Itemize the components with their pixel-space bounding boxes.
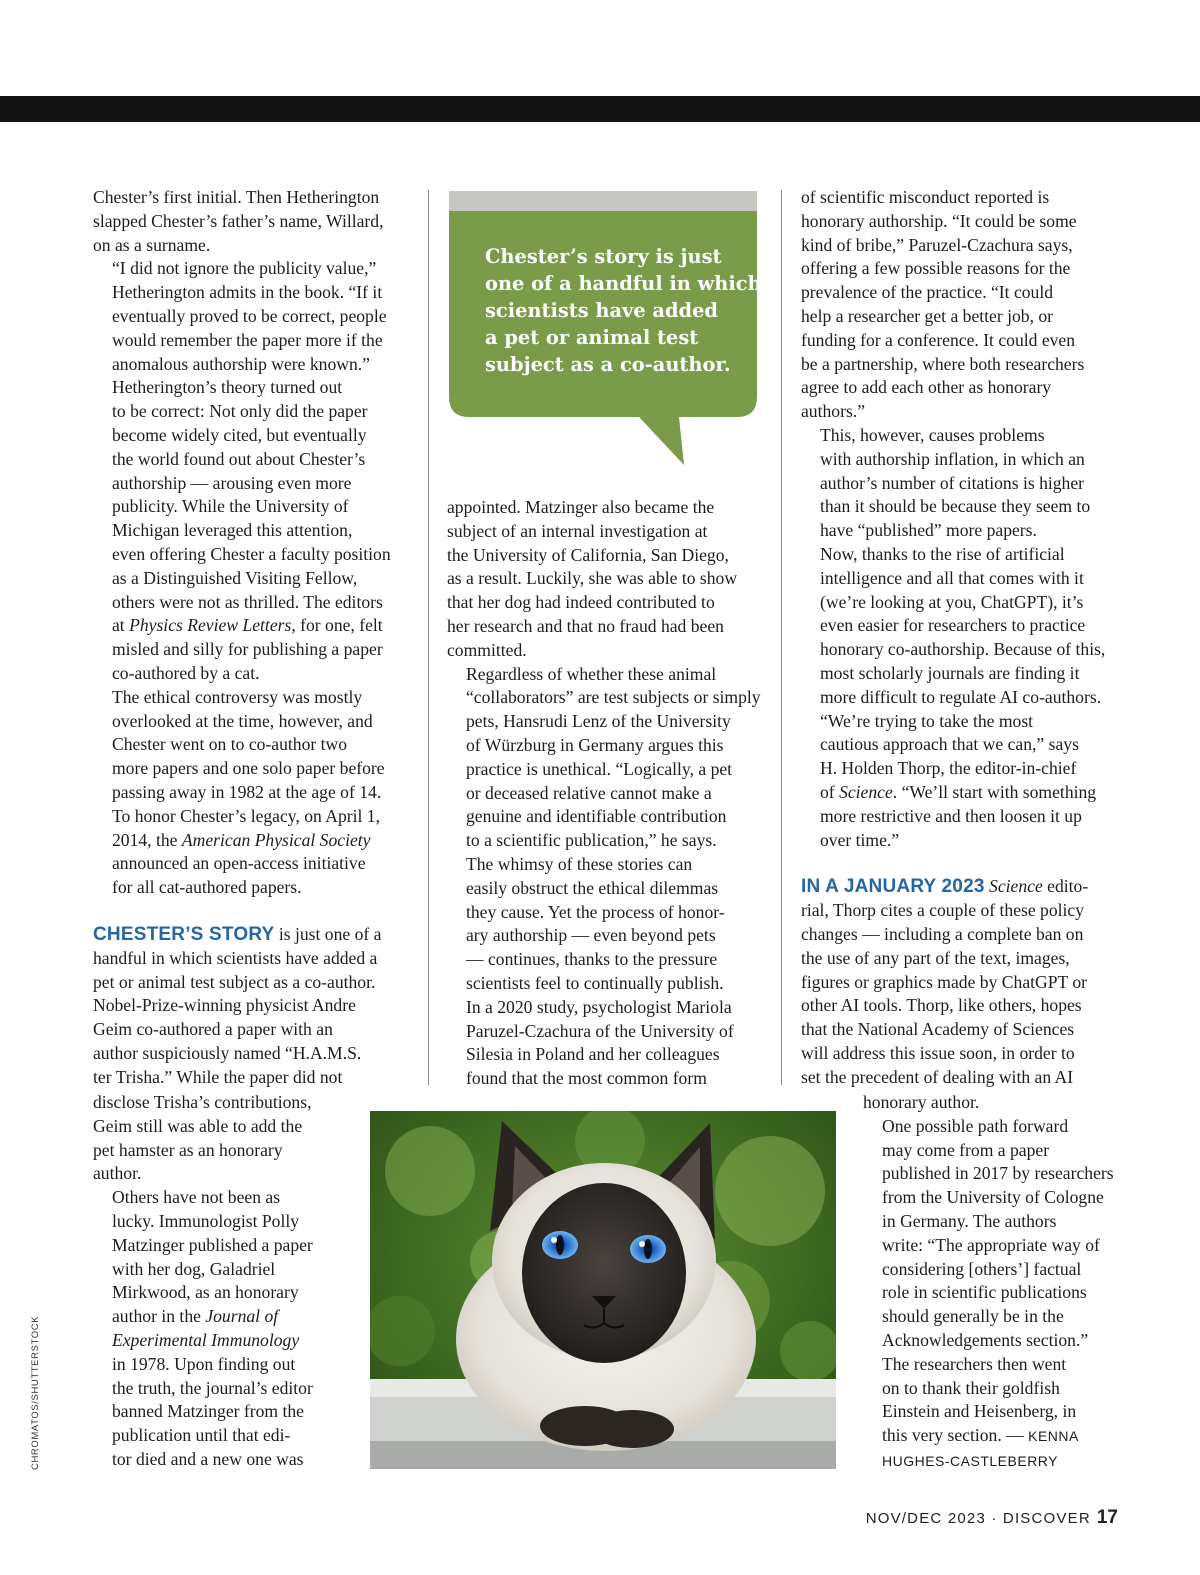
text-line: more papers and one solo paper before	[112, 758, 385, 779]
text-line: honorary co-authorship. Because of this,	[820, 639, 1106, 660]
text-line: be a partnership, where both researchers	[801, 353, 1085, 374]
text-line: slapped Chester’s father’s name, Willard,	[93, 210, 384, 231]
text-line: Nobel-Prize-winning physicist Andre	[93, 995, 356, 1016]
journal-name: Science	[839, 781, 893, 802]
text-line: of scientific misconduct reported is	[801, 187, 1050, 207]
text-line: “collaborators” are test subjects or simply	[466, 687, 761, 708]
text-line: In a 2020 study, psychologist Mariola	[466, 996, 732, 1017]
text-line: tor died and a new one was	[112, 1448, 304, 1469]
text-line: cautious approach that we can,” says	[820, 734, 1079, 755]
text-line: would remember the paper more if the	[112, 329, 383, 350]
paragraph	[93, 1091, 343, 1186]
text-line: over time.”	[820, 829, 900, 850]
text-line: honorary authorship. “It could be some	[801, 210, 1077, 231]
text-line: Hetherington admits in the book. “If it	[112, 282, 383, 303]
paragraph: Hetherington’s theory turned out to be correct: Not only did the paper become widely cited, but eventually the world found out about Chester’s authorship — arousing even more publicity. While the University of Michigan leveraged this attention, even offering Chester a faculty position as a Distinguished Visiting Fellow, others were not as thrilled. The editors at Physics Review Letters, for one, felt misled and silly for publishing a paper co-authored by a cat.	[93, 376, 413, 685]
top-bar	[0, 96, 1200, 122]
text-line: offering a few possible reasons for the	[801, 258, 1071, 279]
text-line: publication until that edi-	[112, 1425, 291, 1446]
paragraph: IN A JANUARY 2023 Science edito- rial, Thorp cites a couple of these policy changes — including a complete ban on the use of any part of the text, images, figures or graphics made by ChatGPT or other AI tools. Thorp, like others, hopes that the National Academy of Sciences will address this issue soon, in order to set the precedent of dealing with an AI	[801, 875, 1131, 1089]
text-line: The researchers then went	[882, 1353, 1067, 1374]
text-line: set the precedent of dealing with an AI	[801, 1066, 1074, 1087]
text-line: of Würzburg in Germany argues this	[466, 734, 724, 755]
text-line: Michigan leveraged this attention,	[112, 520, 353, 541]
text-line: subject as a co-author.	[485, 353, 731, 376]
text-line: become widely cited, but eventually	[112, 424, 367, 445]
text-line: lucky. Immunologist Polly	[112, 1210, 300, 1231]
text-line: in Germany. The authors	[882, 1210, 1057, 1231]
text-line: passing away in 1982 at the age of 14.	[112, 781, 382, 802]
text-line: practice is unethical. “Logically, a pet	[466, 758, 733, 779]
paragraph: “We’re trying to take the most cautious approach that we can,” says H. Holden Thorp, the editor-in-chief of Science. “We’ll start with something more restrictive and then loosen it up over time.”	[801, 710, 1131, 853]
text-line: handful in which scientists have added a	[93, 947, 378, 968]
text-line: Paruzel-Czachura of the University of	[466, 1020, 734, 1041]
text-line: the use of any part of the text, images,	[801, 947, 1070, 968]
text-line: should generally be in the	[882, 1306, 1064, 1327]
text-line: author.	[93, 1163, 142, 1184]
text-line: Geim still was able to add the	[93, 1115, 303, 1136]
text-line: Chester went on to co-author two	[112, 734, 348, 755]
text-line: considering [others’] factual	[882, 1258, 1082, 1279]
text-line: ary authorship — even beyond pets	[466, 925, 716, 946]
text-line: published in 2017 by researchers	[882, 1163, 1114, 1184]
text-line: H. Holden Thorp, the editor-in-chief	[820, 758, 1077, 779]
text-line: authorship — arousing even more	[112, 472, 352, 493]
article-column-3-lower	[863, 1091, 1123, 1474]
issue-label: NOV/DEC 2023 · DISCOVER	[865, 1510, 1091, 1527]
author-byline: KENNA	[1028, 1428, 1079, 1445]
paragraph: Others have not been as lucky. Immunologist Polly Matzinger published a paper with her dog, Galadriel Mirkwood, as an honorary author in the Journal of Experimental Immunology in 1978. Upon finding out the truth, the journal’s editor banned Matzinger from the publication until that edi- tor died and a new one was	[93, 1186, 343, 1472]
text-line: ter Trisha.” While the paper did not	[93, 1066, 343, 1087]
text-line: misled and silly for publishing a paper	[112, 639, 383, 660]
text-line: for all cat-authored papers.	[112, 877, 302, 898]
article-column-1-lower	[93, 1091, 343, 1472]
text-line: have “published” more papers.	[820, 520, 1037, 541]
text-line: one of a handful in which	[485, 272, 762, 295]
text-line: scientists feel to continually publish.	[466, 972, 724, 993]
text-line: The whimsy of these stories can	[466, 853, 693, 874]
text-line: Acknowledgements section.”	[882, 1329, 1089, 1350]
text-line: than it should be because they seem to	[820, 496, 1091, 517]
text-line: — continues, thanks to the pressure	[466, 949, 718, 970]
text-line: rial, Thorp cites a couple of these policy	[801, 900, 1085, 921]
page-footer	[866, 1507, 1118, 1529]
text-line: This, however, causes problems	[820, 424, 1045, 445]
text-line: author’s number of citations is higher	[820, 472, 1085, 493]
text-line: most scholarly journals are finding it	[820, 662, 1080, 683]
text-line: even easier for researchers to practice	[820, 615, 1086, 636]
text-line: other AI tools. Thorp, like others, hopes	[801, 995, 1082, 1016]
text-line: The ethical controversy was mostly	[112, 686, 363, 707]
text-line: Matzinger published a paper	[112, 1234, 313, 1255]
text-line: One possible path forward	[882, 1115, 1069, 1136]
text-line: publicity. While the University of	[112, 496, 349, 517]
text-line: author suspiciously named “H.A.M.S.	[93, 1042, 362, 1063]
paragraph: The researchers then went on to thank their goldfish Einstein and Heisenberg, in this very section. — KENNA HUGHES-CASTLEBERRY	[863, 1353, 1123, 1474]
text-line: eventually proved to be correct, people	[112, 305, 387, 326]
text-line: or deceased relative cannot make a	[466, 782, 712, 803]
text-line: with her dog, Galadriel	[112, 1258, 276, 1279]
author-byline: HUGHES-CASTLEBERRY	[882, 1452, 1059, 1469]
paragraph	[447, 496, 767, 663]
paragraph	[863, 1115, 1123, 1353]
siamese-cat-photo	[370, 1111, 836, 1469]
article-column-3	[801, 186, 1131, 1089]
text-line: pet or animal test subject as a co-author.	[93, 971, 376, 992]
column-rule	[428, 190, 429, 1085]
text-line: anomalous authorship were known.”	[112, 353, 370, 374]
text-line: “I did not ignore the publicity value,”	[112, 258, 377, 279]
text-line: write: “The appropriate way of	[882, 1234, 1100, 1255]
text-line: “We’re trying to take the most	[820, 710, 1034, 731]
text-line: others were not as thrilled. The editors	[112, 591, 383, 612]
text-line: committed.	[447, 639, 527, 660]
text-line: will address this issue soon, in order to	[801, 1042, 1075, 1063]
section-lead-in: IN A JANUARY 2023	[801, 876, 985, 898]
text-line: agree to add each other as honorary	[801, 377, 1052, 398]
text-line: on to thank their goldfish	[882, 1377, 1060, 1398]
text-line: kind of bribe,” Paruzel-Czachura says,	[801, 234, 1073, 255]
text-line: appointed. Matzinger also became the	[447, 497, 715, 517]
text-line: as a result. Luckily, she was able to show	[447, 568, 738, 589]
text-line: Mirkwood, as an honorary	[112, 1282, 299, 1303]
text-line: announced an open-access initiative	[112, 853, 366, 874]
text-line: that the National Academy of Sciences	[801, 1019, 1075, 1040]
text-line: as a Distinguished Visiting Fellow,	[112, 567, 358, 588]
text-line: to a scientific publication,” he says.	[466, 830, 717, 851]
text-line: Hetherington’s theory turned out	[112, 377, 343, 398]
article-column-2	[447, 496, 767, 1091]
text-line: on as a surname.	[93, 234, 211, 255]
text-line: easily obstruct the ethical dilemmas	[466, 877, 719, 898]
text-line: Others have not been as	[112, 1187, 281, 1208]
paragraph	[93, 257, 413, 376]
text-line: the world found out about Chester’s	[112, 448, 366, 469]
text-line: role in scientific publications	[882, 1282, 1087, 1303]
cat-illustration	[370, 1111, 836, 1469]
text-line: found that the most common form	[466, 1068, 707, 1089]
text-line: to be correct: Not only did the paper	[112, 401, 368, 422]
text-line: pets, Hansrudi Lenz of the University	[466, 711, 731, 732]
society-name: American Physical Society	[181, 829, 371, 850]
paragraph	[863, 1091, 1123, 1115]
text-line: more difficult to regulate AI co-authors.	[820, 686, 1102, 707]
paragraph	[447, 996, 767, 1091]
text-line: changes — including a complete ban on	[801, 923, 1084, 944]
journal-name: Science	[989, 876, 1043, 897]
paragraph	[447, 853, 767, 996]
text-line: prevalence of the practice. “It could	[801, 282, 1054, 303]
text-line: co-authored by a cat.	[112, 662, 260, 683]
page-number: 17	[1096, 1507, 1118, 1528]
paragraph	[801, 424, 1131, 543]
section-lead-in: CHESTER’S STORY	[93, 923, 275, 945]
journal-name: Journal of	[205, 1306, 279, 1327]
paragraph: CHESTER’S STORY is just one of a handful in which scientists have added a pet or animal test subject as a co-author. Nobel-Prize-winning physicist Andre Geim co-authored a paper with an author suspiciously named “H.A.M.S. ter Trisha.” While the paper did not	[93, 923, 413, 1090]
text-line: more restrictive and then loosen it up	[820, 805, 1082, 826]
text-line: in 1978. Upon finding out	[112, 1353, 296, 1374]
text-line: help a researcher get a better job, or	[801, 305, 1054, 326]
paragraph	[801, 186, 1131, 424]
paragraph	[93, 186, 413, 257]
article-column-1	[93, 186, 413, 1089]
text-line: may come from a paper	[882, 1139, 1050, 1160]
paragraph	[447, 663, 767, 853]
text-line: genuine and identifiable contribution	[466, 806, 727, 827]
text-line: they cause. Yet the process of honor-	[466, 901, 725, 922]
text-line: subject of an internal investigation at	[447, 520, 708, 541]
text-line: with authorship inflation, in which an	[820, 448, 1085, 469]
column-rule	[781, 190, 782, 1085]
paragraph	[801, 543, 1131, 710]
text-line: authors.”	[801, 401, 866, 422]
photo-credit: CHROMATOS/SHUTTERSTOCK	[30, 1315, 41, 1470]
text-line: from the University of Cologne	[882, 1187, 1104, 1208]
text-line: funding for a conference. It could even	[801, 329, 1076, 350]
text-line: Chester’s first initial. Then Hetherington	[93, 187, 380, 207]
text-line: Silesia in Poland and her colleagues	[466, 1044, 720, 1065]
journal-name: Experimental Immunology	[112, 1329, 300, 1350]
text-line: disclose Trisha’s contributions,	[93, 1092, 312, 1112]
text-line: pet hamster as an honorary	[93, 1139, 283, 1160]
text-line: scientists have added	[485, 299, 718, 322]
text-line: To honor Chester’s legacy, on April 1,	[112, 805, 381, 826]
text-line: that her dog had indeed contributed to	[447, 592, 715, 613]
text-line: Einstein and Heisenberg, in	[882, 1401, 1077, 1422]
text-line: (we’re looking at you, ChatGPT), it’s	[820, 591, 1084, 612]
pull-quote-text	[485, 243, 762, 378]
text-line: Now, thanks to the rise of artificial	[820, 543, 1065, 564]
text-line: intelligence and all that comes with it	[820, 567, 1084, 588]
text-line: the truth, the journal’s editor	[112, 1377, 313, 1398]
paragraph: The ethical controversy was mostly overlooked at the time, however, and Chester went on to co-author two more papers and one solo paper before passing away in 1982 at the age of 14. To honor Chester’s legacy, on April 1, 2014, the American Physical Society announced an open-access initiative for all cat-authored papers.	[93, 686, 413, 900]
text-line: Regardless of whether these animal	[466, 663, 717, 684]
text-line: honorary author.	[863, 1092, 980, 1112]
journal-name: Physics Review Letters	[129, 615, 292, 636]
text-line: a pet or animal test	[485, 326, 699, 349]
text-line: her research and that no fraud had been	[447, 615, 724, 636]
text-line: banned Matzinger from the	[112, 1401, 304, 1422]
text-line: overlooked at the time, however, and	[112, 710, 373, 731]
text-line: Geim co-authored a paper with an	[93, 1019, 333, 1040]
text-line: even offering Chester a faculty position	[112, 543, 391, 564]
text-line: the University of California, San Diego,	[447, 544, 729, 565]
text-line: Chester’s story is just	[485, 245, 722, 268]
text-line: figures or graphics made by ChatGPT or	[801, 971, 1088, 992]
